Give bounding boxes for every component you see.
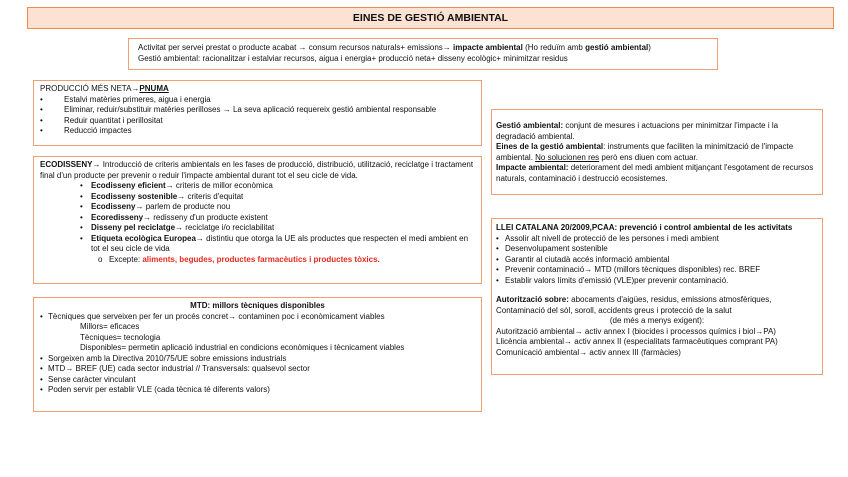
list-item: • Tècniques que serveixen per fer un procés concret→ contaminen poc i econòmicament viables bbox=[40, 311, 385, 321]
list-item: • Assolir alt nivell de protecció de les persones i medi ambient bbox=[496, 233, 719, 243]
autoritzacio-note: (de més a menys exigent): bbox=[609, 316, 705, 326]
list-item: • Ecodisseny→ parlem de producte nou bbox=[80, 202, 231, 212]
gestio-ambiental-box bbox=[491, 109, 823, 195]
llei-heading: LLEI CATALANA 20/2009,PCAA: prevenció i control ambiental de les activitats bbox=[496, 223, 793, 232]
list-item: • Sense caràcter vinculant bbox=[40, 374, 136, 384]
intro-line-2: Gestió ambiental: racionalitzar i estalviar recursos, aigua i energia+ producció neta+ disseny ecològic+ minimitzar residus bbox=[138, 53, 568, 63]
page-title: EINES DE GESTIÓ AMBIENTAL bbox=[27, 7, 834, 29]
ecodisseny-heading: ECODISSENY→ Introducció de criteris ambientals en les fases de producció, distribució, utilització, reciclatge i tractament final d'un producte per prevenir o reduir l'impacte ambiental durant tot el seu cicle de vida. bbox=[40, 160, 474, 180]
list-item: • Reduir quantitat i perillositat bbox=[40, 115, 163, 125]
list-item: • Disseny pel reciclatge→ reciclatge i/o reciclabilitat bbox=[80, 223, 275, 233]
list-item: • Ecoredisseny→ redisseny d'un producte existent bbox=[80, 212, 268, 222]
autoritzacio-text: Autorització sobre: abocaments d'aigües, residus, emissions atmosfèriques, Contaminació del sòl, soroll, accidents greus i protecció de la salut bbox=[496, 295, 772, 315]
list-item: • Reducció impactes bbox=[40, 126, 132, 136]
list-item: • Etiqueta ecològica Europea→ distintiu que otorga la UE als productes que respecten el medi ambient en tot el seu cicle de vida bbox=[80, 233, 469, 254]
list-item: • Sorgeixen amb la Directiva 2010/75/UE sobre emissions industrials bbox=[40, 353, 287, 363]
produccio-neta-box bbox=[33, 80, 482, 146]
list-item: • Estalvi matèries primeres, aigua i energia bbox=[40, 94, 211, 104]
except-item: o Excepte: aliments, begudes, productes farmacèutics i productes tòxics. bbox=[98, 254, 380, 264]
list-item: • Ecodisseny eficient→ criteris de millor econòmica bbox=[80, 181, 273, 191]
eines-definition: Eines de la gestió ambiental: instruments que faciliten la minimització de l'impacte ambiental. No solucionen res però ens diuen com actuar. bbox=[496, 142, 794, 162]
intro-box bbox=[128, 38, 718, 70]
autoritzacio-line: Autorització ambiental→ activ annex I (biocides i processos químics i biol→PA) bbox=[496, 326, 776, 336]
produccio-heading: PRODUCCIÓ MÉS NETA→PNUMA bbox=[40, 84, 169, 93]
mtd-heading: MTD: millors tècniques disponibles bbox=[190, 301, 325, 310]
list-item: • Establir valors límits d'emissió (VLE)per prevenir contaminació. bbox=[496, 275, 729, 285]
list-item: • Eliminar, reduir/substituir matèries perilloses → La seva aplicació requereix gestió ambiental responsable bbox=[40, 105, 437, 115]
ecodisseny-box bbox=[33, 156, 482, 284]
list-item: • Ecodisseny sostenible→ criteris d'equitat bbox=[80, 191, 244, 201]
list-item: • MTD→ BREF (UE) cada sector industrial // Transversals: qualsevol sector bbox=[40, 364, 310, 374]
list-item: • Garantir al ciutadà accés informació ambiental bbox=[496, 254, 670, 264]
autoritzacio-line: Llicència ambiental→ activ annex II (especialitats farmacèutiques comprant PA) bbox=[496, 337, 778, 347]
mtd-sub-item: Disponibles= permetin aplicació industrial en condicions econòmiques i tècnicament viables bbox=[80, 343, 405, 353]
gestio-definition: Gestió ambiental: conjunt de mesures i actuacions per minimitzar l'impacte i la degradació ambiental. bbox=[496, 121, 779, 141]
mtd-box bbox=[33, 297, 482, 412]
mtd-sub-item: Tècniques= tecnologia bbox=[80, 332, 161, 342]
list-item: • Desenvolupament sostenible bbox=[496, 244, 608, 254]
mtd-sub-item: Millors= eficaces bbox=[80, 322, 140, 332]
intro-line-1: Activitat per servei prestat o producte acabat → consum recursos naturals+ emissions→ impacte ambiental (Ho reduïm amb gestió ambiental) bbox=[138, 43, 651, 52]
list-item: • Poden servir per establir VLE (cada tècnica té diferents valors) bbox=[40, 385, 270, 395]
impacte-definition: Impacte ambiental: deteriorament del medi ambient mitjançant l'esgotament de recursos naturals, contaminació i destrucció ecosistemes. bbox=[496, 163, 814, 183]
llei-catalana-box bbox=[491, 218, 823, 375]
list-item: • Prevenir contaminació→ MTD (millors tècniques disponibles) rec. BREF bbox=[496, 265, 761, 275]
autoritzacio-line: Comunicació ambiental→ activ annex III (farmàcies) bbox=[496, 348, 681, 358]
